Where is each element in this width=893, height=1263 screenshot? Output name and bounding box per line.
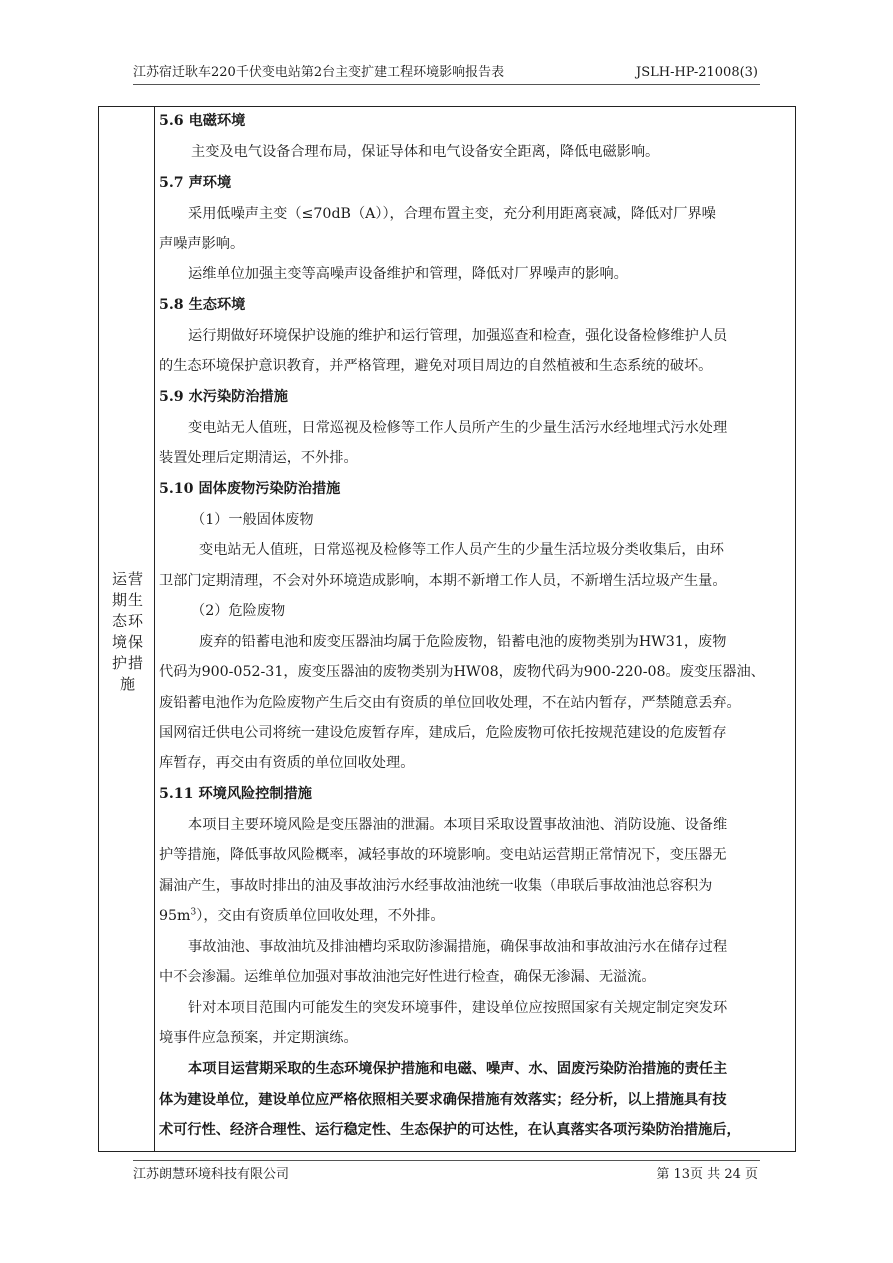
paragraph-line: 护等措施，降低事故风险概率，减轻事故的环境影响。变电站运营期正常情况下，变压器无 [159,847,727,863]
section-heading-5-7: 5.7 声环境 [159,175,232,191]
paragraph-line [159,906,445,926]
page-header [133,62,760,85]
row-label [110,569,146,695]
section-heading-5-6: 5.6 电磁环境 [159,113,246,129]
row-label-cell [99,107,155,1151]
page-footer [133,1160,760,1185]
paragraph-line: 中不会渗漏。运维单位加强对事故油池完好性进行检查，确保无渗漏、无溢流。 [159,969,656,985]
paragraph-line: 运维单位加强主变等高噪声设备维护和管理，降低对厂界噪声的影响。 [188,266,628,282]
row-label-line: 运营 [111,570,144,588]
volume-unit-exponent: 3 [190,907,197,918]
paragraph-line: 废弃的铅蓄电池和废变压器油均属于危险废物，铅蓄电池的废物类别为HW31，废物 [199,634,727,650]
paragraph-line: 本项目主要环境风险是变压器油的泄漏。本项目采取设置事故油池、消防设施、设备维 [188,817,728,833]
paragraph-line: 的生态环境保护意识教育，并严格管理，避免对项目周边的自然植被和生态系统的破坏。 [159,358,713,374]
footer-page-number: 第 13页 共 24 页 [656,1167,758,1182]
header-document-code: JSLH-HP-21008(3) [635,65,758,80]
paragraph-line: 库暂存，再交由有资质的单位回收处理。 [159,755,415,771]
paragraph-line: 变电站无人值班，日常巡视及检修等工作人员所产生的少量生活污水经地埋式污水处理 [188,420,728,436]
paragraph-line: 境事件应急预案，并定期演练。 [159,1030,358,1046]
paragraph-line: 主变及电气设备合理布局，保证导体和电气设备安全距离，降低电磁影响。 [191,144,660,160]
conclusion-line: 本项目运营期采取的生态环境保护措施和电磁、噪声、水、固废污染防治措施的责任主 [188,1061,728,1077]
row-label-line: 期生 [111,591,144,609]
paragraph-line: 卫部门定期清理，不会对外环境造成影响，本期不新增工作人员，不新增生活垃圾产生量。 [159,573,727,589]
paragraph-line: 变电站无人值班，日常巡视及检修等工作人员产生的少量生活垃圾分类收集后，由环 [199,542,724,558]
paragraph-line: 采用低噪声主变（≤70dB（A）），合理布置主变，充分利用距离衰减，降低对厂界噪 [188,206,716,222]
paragraph-line: 运行期做好环境保护设施的维护和运行管理，加强巡查和检查，强化设备检修维护人员 [188,328,728,344]
paragraph-line: 代码为900-052-31，废变压器油的废物类别为HW08，废物代码为900-220-08。废变压器油、 [159,664,765,680]
row-label-line: 护措 [111,654,144,672]
footer-company: 江苏朗慧环境科技有限公司 [133,1167,290,1182]
row-label-line: 施 [119,675,136,693]
paragraph-line: 废铅蓄电池作为危险废物产生后交由有资质的单位回收处理，不在站内暂存，严禁随意丢弃。 [159,695,741,711]
paragraph-line: 漏油产生，事故时排出的油及事故油污水经事故油池统一收集（串联后事故油池总容积为 [159,878,713,894]
measures-table [98,106,796,1152]
paragraph-line: 装置处理后定期清运，不外排。 [159,450,358,466]
paragraph-line: 国网宿迁供电公司将统一建设危废暂存库，建成后，危险废物可依托按规范建设的危废暂存 [159,725,727,741]
paragraph-line: 声噪声影响。 [159,236,245,252]
section-heading-5-8: 5.8 生态环境 [159,297,246,313]
volume-sentence-rest: ），交由有资质单位回收处理，不外排。 [196,908,445,924]
conclusion-line: 体为建设单位，建设单位应严格依照相关要求确保措施有效落实；经分析，以上措施具有技 [159,1092,727,1108]
header-report-title: 江苏宿迁耿车220千伏变电站第2台主变扩建工程环境影响报告表 [133,65,505,80]
subsection-heading: （2）危险废物 [191,603,286,619]
paragraph-line: 事故油池、事故油坑及排油槽均采取防渗漏措施，确保事故油和事故油污水在储存过程 [188,939,728,955]
section-heading-5-9: 5.9 水污染防治措施 [159,389,288,405]
row-label-line: 态环 [111,612,144,630]
paragraph-line: 针对本项目范围内可能发生的突发环境事件，建设单位应按照国家有关规定制定突发环 [188,1000,728,1016]
row-label-line: 境保 [111,633,144,651]
volume-value: 95m [159,908,191,924]
conclusion-line: 术可行性、经济合理性、运行稳定性、生态保护的可达性，在认真落实各项污染防治措施后， [159,1122,741,1138]
section-heading-5-10: 5.10 固体废物污染防治措施 [159,481,341,497]
section-heading-5-11: 5.11 环境风险控制措施 [159,786,312,802]
subsection-heading: （1）一般固体废物 [191,512,314,528]
